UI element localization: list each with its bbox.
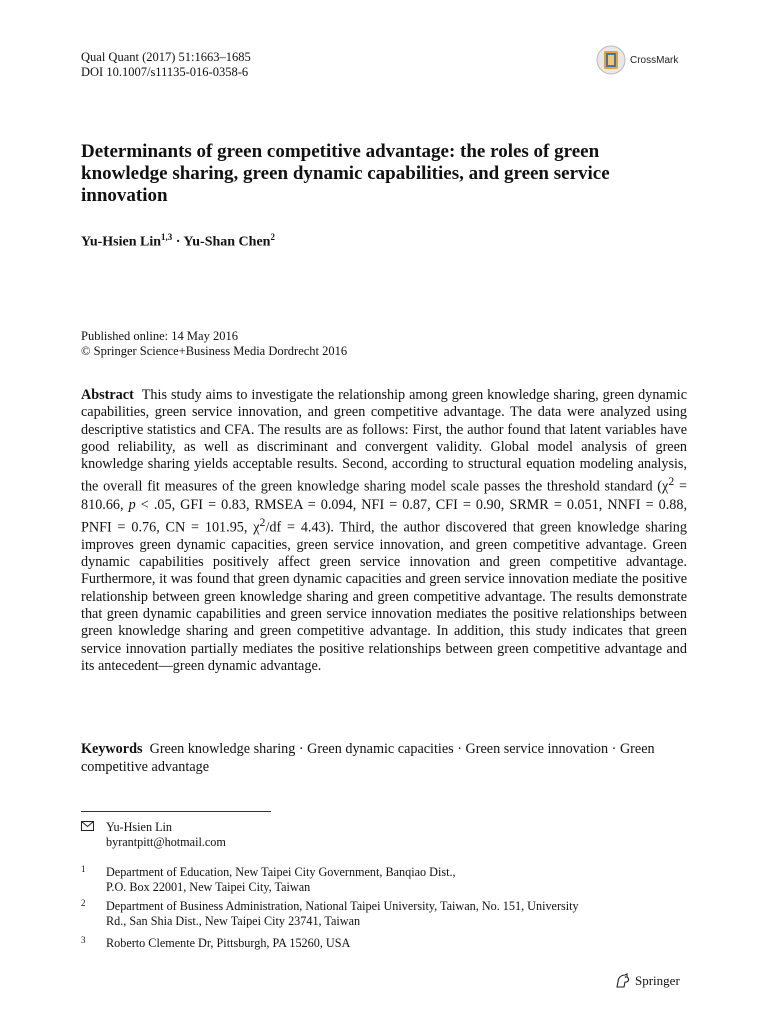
correspondence	[81, 820, 226, 850]
abstract-superscript: 2	[259, 514, 266, 529]
affiliation-number: 3	[81, 935, 86, 945]
affiliation-line: Department of Business Administration, National Taipei University, Taiwan, No. 151, University	[106, 899, 579, 913]
envelope-icon	[81, 821, 94, 831]
affiliation	[81, 936, 686, 951]
springer-horse-icon	[614, 972, 632, 990]
affiliation-line: Rd., San Shia Dist., New Taipei City 23741, Taiwan	[106, 914, 361, 928]
keywords	[81, 740, 687, 776]
journal-header	[81, 50, 251, 80]
abstract-text: /df = 4.43). Third, the author discovered that green knowledge sharing improves green dynamic capacities, green service innovation, and green competitive advantage. Green dynamic capabilities positively affect green service innovation and green competitive advantage. Furthermore, it was found that green dynamic capacities and green service innovation mediate the positive relationship between green knowledge sharing and green competitive advantage. The results demonstrate that green dynamic capabilities and green service innovation mediates the positive relationships between green knowledge sharing and green competitive advantage. In addition, this study indicates that green service innovation partially mediates the positive relationships between green competitive advantage and its antecedent—green dynamic advantage.	[81, 519, 687, 674]
copyright-line: © Springer Science+Business Media Dordrecht 2016	[81, 344, 348, 358]
author-separator: ·	[172, 234, 184, 250]
correspondence-name: Yu-Hsien Lin	[106, 820, 173, 834]
doi[interactable]: DOI 10.1007/s11135-016-0358-6	[81, 65, 249, 79]
keywords-label: Keywords	[81, 741, 143, 757]
footnote-divider	[81, 811, 271, 812]
affiliation-line: P.O. Box 22001, New Taipei City, Taiwan	[106, 880, 311, 894]
author-list	[81, 232, 275, 251]
abstract-text: This study aims to investigate the relationship among green knowledge sharing, green dynamic capabilities, green service innovation, and green competitive advantage. The data were analyzed using descriptive statistics and CFA. The results are as follows: First, the author found that latent variables have good reliability, as well as discriminant and convergent validity. Global model analysis of green knowledge sharing yields acceptable results. Second, according to structural equation modeling analysis, the overall fit measures of the green knowledge sharing model scale passes the threshold standard (χ	[81, 387, 688, 496]
abstract-text: = 810.66,	[81, 479, 688, 513]
keywords-text: Green knowledge sharing · Green dynamic capacities · Green service innovation · Green competitive advantage	[81, 741, 655, 775]
published-date: Published online: 14 May 2016	[81, 329, 238, 343]
correspondence-email[interactable]: byrantpitt@hotmail.com	[106, 835, 226, 849]
author-affiliation-marker: 2	[270, 232, 275, 242]
crossmark-label: CrossMark	[630, 54, 679, 66]
paper-title: Determinants of green competitive advantage: the roles of green knowledge sharing, green dynamic capabilities, and green service innovation	[81, 141, 610, 206]
abstract	[81, 387, 687, 675]
affiliation-line: Department of Education, New Taipei City Government, Banqiao Dist.,	[106, 865, 456, 879]
journal-citation: Qual Quant (2017) 51:1663–1685	[81, 50, 251, 64]
publisher-footer	[614, 972, 680, 990]
affiliation-number: 2	[81, 898, 86, 908]
author-name[interactable]: Yu-Shan Chen	[183, 234, 271, 250]
affiliation-line: Roberto Clemente Dr, Pittsburgh, PA 15260, USA	[106, 936, 351, 950]
crossmark-icon	[596, 45, 626, 75]
publisher-name: Springer	[635, 973, 680, 988]
abstract-italic: p	[128, 496, 136, 513]
abstract-text: < .05, GFI = 0.83, RMSEA = 0.094, NFI = 0.87, CFI = 0.90, SRMR = 0.051, NNFI = 0.88, PNFI = 0.76, CN = 101.95, χ	[81, 496, 687, 536]
affiliation	[81, 865, 686, 895]
affiliation-number: 1	[81, 864, 86, 874]
author-affiliation-marker: 1,3	[161, 232, 173, 242]
author-name[interactable]: Yu-Hsien Lin	[81, 234, 162, 250]
publication-info	[81, 329, 347, 359]
abstract-label: Abstract	[81, 387, 134, 403]
crossmark-badge[interactable]	[596, 44, 706, 76]
affiliation	[81, 899, 686, 929]
abstract-superscript: 2	[668, 474, 675, 489]
